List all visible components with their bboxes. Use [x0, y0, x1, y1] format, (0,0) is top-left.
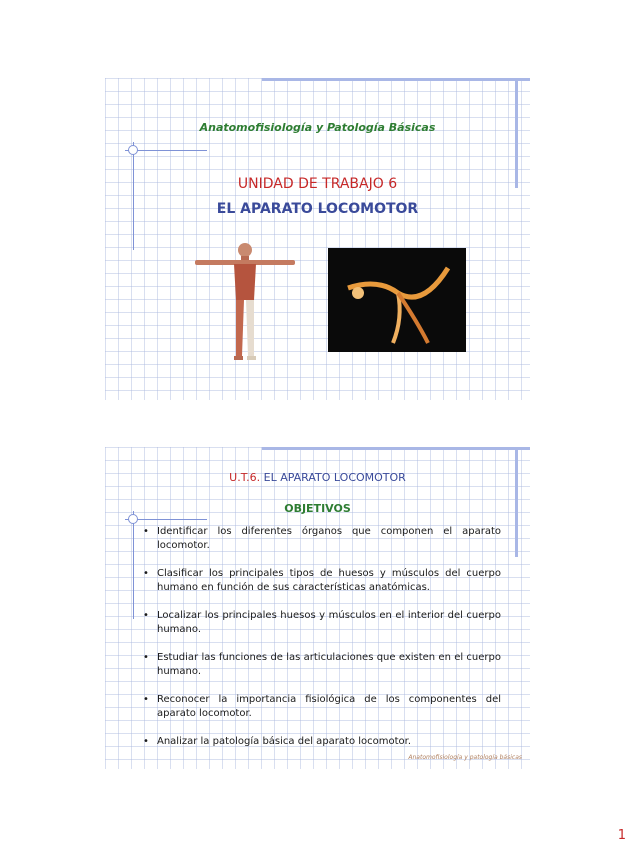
bullet-icon: • [143, 568, 149, 579]
slide-decoration [128, 514, 138, 524]
anatomy-figure-image [190, 238, 300, 363]
slide-1 [105, 78, 530, 400]
objectives-heading: OBJETIVOS [284, 502, 351, 515]
skeleton-pose-image [328, 248, 466, 352]
slide-title-text: EL APARATO LOCOMOTOR [260, 471, 406, 484]
slide-decoration [262, 447, 530, 450]
bullet-icon: • [143, 694, 149, 705]
list-item: • Identificar los diferentes órganos que componen el aparato locomotor. [143, 526, 501, 551]
slide-footer: Anatomofisiología y patología básicas [408, 754, 522, 761]
unit-label: UNIDAD DE TRABAJO 6 [237, 176, 398, 192]
list-item: • Reconocer la importancia fisiológica de los componentes del aparato locomotor. [143, 694, 501, 719]
list-item: • Analizar la patología básica del aparato locomotor. [143, 736, 412, 747]
bullet-icon: • [143, 610, 149, 621]
slide-title: EL APARATO LOCOMOTOR [216, 201, 419, 217]
bullet-icon: • [143, 652, 149, 663]
course-header: Anatomofisiología y Patología Básicas [199, 121, 436, 134]
slide-decoration [133, 142, 134, 250]
slide-decoration [262, 78, 530, 81]
objectives-list [143, 525, 501, 765]
slide-decoration [128, 145, 138, 155]
list-item: • Clasificar los principales tipos de huesos y músculos del cuerpo humano en función de sus características anatómicas. [143, 568, 501, 593]
list-item: • Localizar los principales huesos y músculos en el interior del cuerpo humano. [143, 610, 501, 635]
unit-code: U.T.6. [229, 471, 261, 484]
list-item: • Estudiar las funciones de las articulaciones que existen en el cuerpo humano. [143, 652, 501, 677]
page-number: 1 [617, 828, 626, 843]
bullet-icon: • [143, 526, 149, 537]
bullet-icon: • [143, 736, 149, 747]
slide-2 [105, 447, 530, 769]
slide-title [105, 471, 530, 484]
slide-decoration [133, 511, 134, 619]
